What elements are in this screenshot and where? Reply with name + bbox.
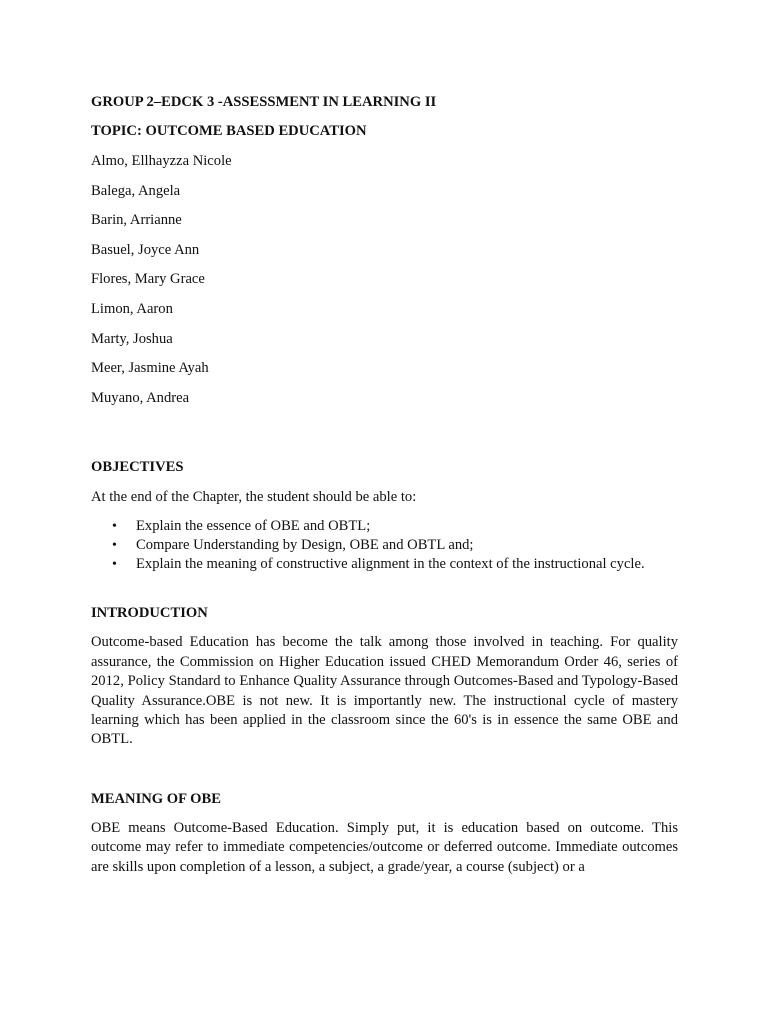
member-name: Marty, Joshua <box>91 330 173 347</box>
objectives-intro: At the end of the Chapter, the student should be able to: <box>91 488 417 505</box>
member-name: Basuel, Joyce Ann <box>91 241 200 258</box>
objectives-heading: OBJECTIVES <box>91 458 184 475</box>
member-name: Flores, Mary Grace <box>91 271 205 288</box>
introduction-heading: INTRODUCTION <box>91 605 208 622</box>
member-list <box>91 151 678 408</box>
bullet-icon: • <box>112 557 117 573</box>
topic-title: TOPIC: OUTCOME BASED EDUCATION <box>91 123 367 139</box>
objective-item <box>91 536 678 555</box>
member-name: Meer, Jasmine Ayah <box>91 360 209 377</box>
objective-item <box>91 555 678 574</box>
member-name: Muyano, Andrea <box>91 389 190 406</box>
bullet-icon: • <box>112 518 117 534</box>
objective-item <box>91 517 678 536</box>
introduction-body: Outcome-based Education has become the talk among those involved in teaching. For quality assurance, the Commission on Higher Education issued CHED Memorandum Order 46, series of 2012, Policy Standard to Enhance Quality Assurance through Outcomes-Based and Typology-Based Quality Assurance.OBE is not new. It is importantly new. The instructional cycle of mastery learning which has been applied in the classroom since the 60's is in essence the same OBE and OBTL. <box>91 634 678 748</box>
member-name: Almo, Ellhayzza Nicole <box>91 153 232 169</box>
member-name: Balega, Angela <box>91 182 181 199</box>
document-content <box>91 92 678 877</box>
meaning-section <box>91 789 678 877</box>
objective-text: Explain the essence of OBE and OBTL; <box>136 517 371 534</box>
objectives-section <box>91 457 678 575</box>
member-name: Limon, Aaron <box>91 300 173 317</box>
group-title: GROUP 2–EDCK 3 -ASSESSMENT IN LEARNING II <box>91 94 437 110</box>
introduction-section <box>91 603 678 749</box>
objective-text: Compare Understanding by Design, OBE and OBTL and; <box>136 536 474 553</box>
meaning-body: OBE means Outcome-Based Education. Simply put, it is education based on outcome. This outcome may refer to immediate competencies/outcome or deferred outcome. Immediate outcomes are skills upon completion of a lesson, a subject, a grade/year, a course (subject) or a <box>91 819 678 875</box>
meaning-heading: MEANING OF OBE <box>91 790 221 807</box>
bullet-icon: • <box>112 537 117 553</box>
objective-text: Explain the meaning of constructive alignment in the context of the instructional cycle. <box>136 556 645 573</box>
objectives-list <box>91 517 678 575</box>
member-name: Barin, Arrianne <box>91 212 182 229</box>
